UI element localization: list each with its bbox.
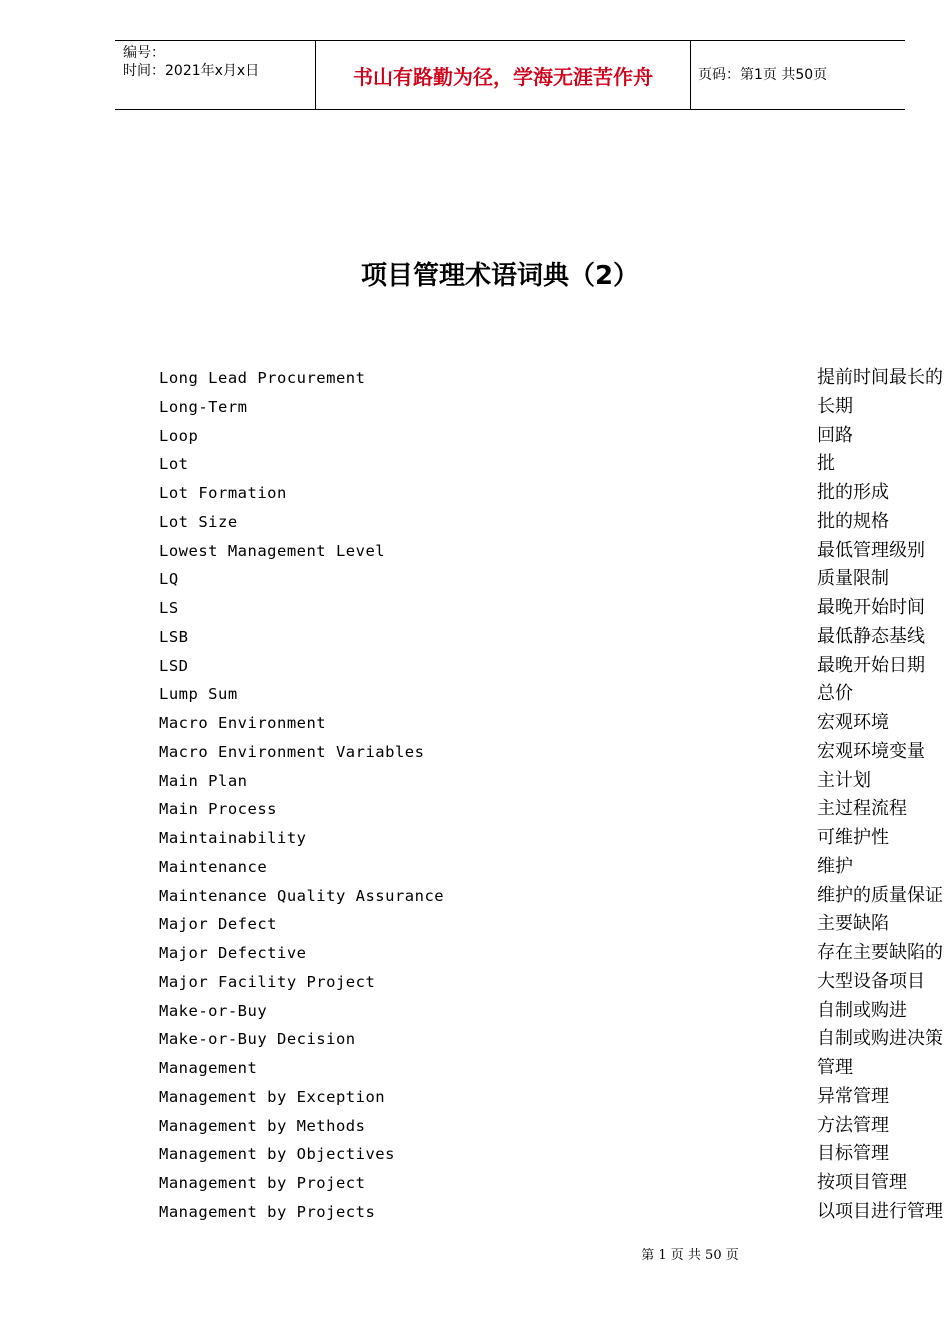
term-row: [0, 364, 950, 393]
term-english: LSB: [159, 627, 189, 646]
term-row: [0, 910, 950, 939]
term-english: Lowest Management Level: [159, 541, 386, 560]
term-row: [0, 767, 950, 796]
term-row: [0, 1112, 950, 1141]
term-chinese: 大型设备项目: [817, 970, 925, 992]
term-row: [0, 508, 950, 537]
term-row: [0, 623, 950, 652]
term-english: Management by Projects: [159, 1202, 376, 1221]
time-label: 时间：2021年x月x日: [123, 63, 260, 79]
term-english: LSD: [159, 656, 189, 675]
term-english: Long Lead Procurement: [159, 369, 366, 387]
term-english: LS: [159, 599, 179, 617]
term-english: Make-or-Buy: [159, 1001, 268, 1020]
term-english: Main Process: [159, 800, 277, 819]
term-row: [0, 537, 950, 566]
term-chinese: 主要缺陷: [817, 913, 889, 935]
term-english: Management by Objectives: [159, 1145, 395, 1164]
term-chinese: 批的规格: [817, 510, 889, 532]
page-info: 页码：第1页 共50页: [698, 67, 828, 83]
term-row: [0, 680, 950, 709]
term-row: [0, 565, 950, 594]
term-chinese: 主过程流程: [817, 798, 907, 820]
term-english: Management by Methods: [159, 1116, 366, 1135]
term-english: Lot Formation: [159, 484, 287, 502]
header-motto-cell: [315, 41, 691, 109]
term-row: [0, 709, 950, 738]
term-list: [0, 364, 950, 1227]
term-row: [0, 479, 950, 508]
term-chinese: 质量限制: [817, 568, 889, 590]
term-chinese: 管理: [817, 1057, 853, 1078]
term-english: Macro Environment Variables: [159, 742, 425, 761]
term-chinese: 维护: [817, 855, 853, 877]
term-english: Maintenance Quality Assurance: [159, 886, 445, 905]
term-chinese: 自制或购进: [817, 999, 907, 1021]
term-chinese: 宏观环境: [817, 712, 889, 733]
term-row: [0, 1054, 950, 1083]
term-chinese: 主计划: [817, 769, 871, 791]
term-chinese: 最低静态基线: [817, 625, 925, 647]
term-chinese: 最晚开始日期: [817, 654, 925, 676]
term-chinese: 存在主要缺陷的: [817, 942, 943, 963]
header-page-cell: [690, 41, 905, 109]
term-chinese: 方法管理: [817, 1114, 889, 1136]
term-chinese: 目标管理: [817, 1143, 889, 1165]
term-row: [0, 997, 950, 1026]
term-english: Management by Exception: [159, 1087, 386, 1106]
term-chinese: 异常管理: [817, 1085, 889, 1107]
term-chinese: 最晚开始时间: [817, 597, 925, 618]
term-english: Make-or-Buy Decision: [159, 1030, 356, 1049]
term-row: [0, 1025, 950, 1054]
term-chinese: 宏观环境变量: [817, 740, 925, 762]
term-english: Macro Environment: [159, 714, 327, 732]
term-chinese: 提前时间最长的: [817, 367, 943, 388]
term-english: Lump Sum: [159, 685, 238, 704]
term-chinese: 维护的质量保证: [817, 884, 943, 906]
term-row: [0, 795, 950, 824]
page-header: [115, 40, 905, 110]
term-row: [0, 824, 950, 853]
term-english: Maintenance: [159, 857, 268, 876]
term-chinese: 总价: [817, 683, 853, 705]
term-row: [0, 450, 950, 479]
term-english: Loop: [159, 426, 199, 445]
serial-label: 编号：: [123, 45, 165, 61]
term-english: Maintainability: [159, 829, 307, 847]
term-english: Management by Project: [159, 1174, 366, 1192]
term-english: LQ: [159, 570, 179, 589]
term-row: [0, 1169, 950, 1198]
term-english: Major Defective: [159, 944, 307, 962]
term-row: [0, 1140, 950, 1169]
term-chinese: 可维护性: [817, 827, 889, 848]
term-english: Main Plan: [159, 771, 248, 790]
term-chinese: 以项目进行管理: [817, 1200, 943, 1222]
term-english: Management: [159, 1059, 258, 1077]
term-row: [0, 968, 950, 997]
term-row: [0, 853, 950, 882]
term-chinese: 自制或购进决策: [817, 1028, 943, 1050]
page-footer: 第 1 页 共 50 页: [641, 1248, 739, 1263]
term-row: [0, 882, 950, 911]
term-row: [0, 422, 950, 451]
term-row: [0, 652, 950, 681]
term-english: Long-Term: [159, 397, 248, 416]
term-row: [0, 939, 950, 968]
document-title: 项目管理术语词典（2）: [360, 261, 640, 291]
term-english: Major Facility Project: [159, 972, 376, 991]
term-chinese: 按项目管理: [817, 1172, 907, 1193]
term-row: [0, 1198, 950, 1227]
term-row: [0, 1083, 950, 1112]
term-english: Major Defect: [159, 915, 277, 934]
term-row: [0, 393, 950, 422]
term-chinese: 批的形成: [817, 482, 889, 503]
term-row: [0, 594, 950, 623]
term-chinese: 批: [817, 453, 835, 475]
term-row: [0, 738, 950, 767]
term-chinese: 最低管理级别: [817, 539, 925, 561]
motto: 书山有路勤为径，学海无涯苦作舟: [353, 65, 653, 89]
term-chinese: 长期: [817, 395, 853, 417]
term-chinese: 回路: [817, 424, 853, 446]
term-english: Lot Size: [159, 512, 238, 531]
term-english: Lot: [159, 455, 189, 474]
header-meta: [115, 41, 315, 109]
